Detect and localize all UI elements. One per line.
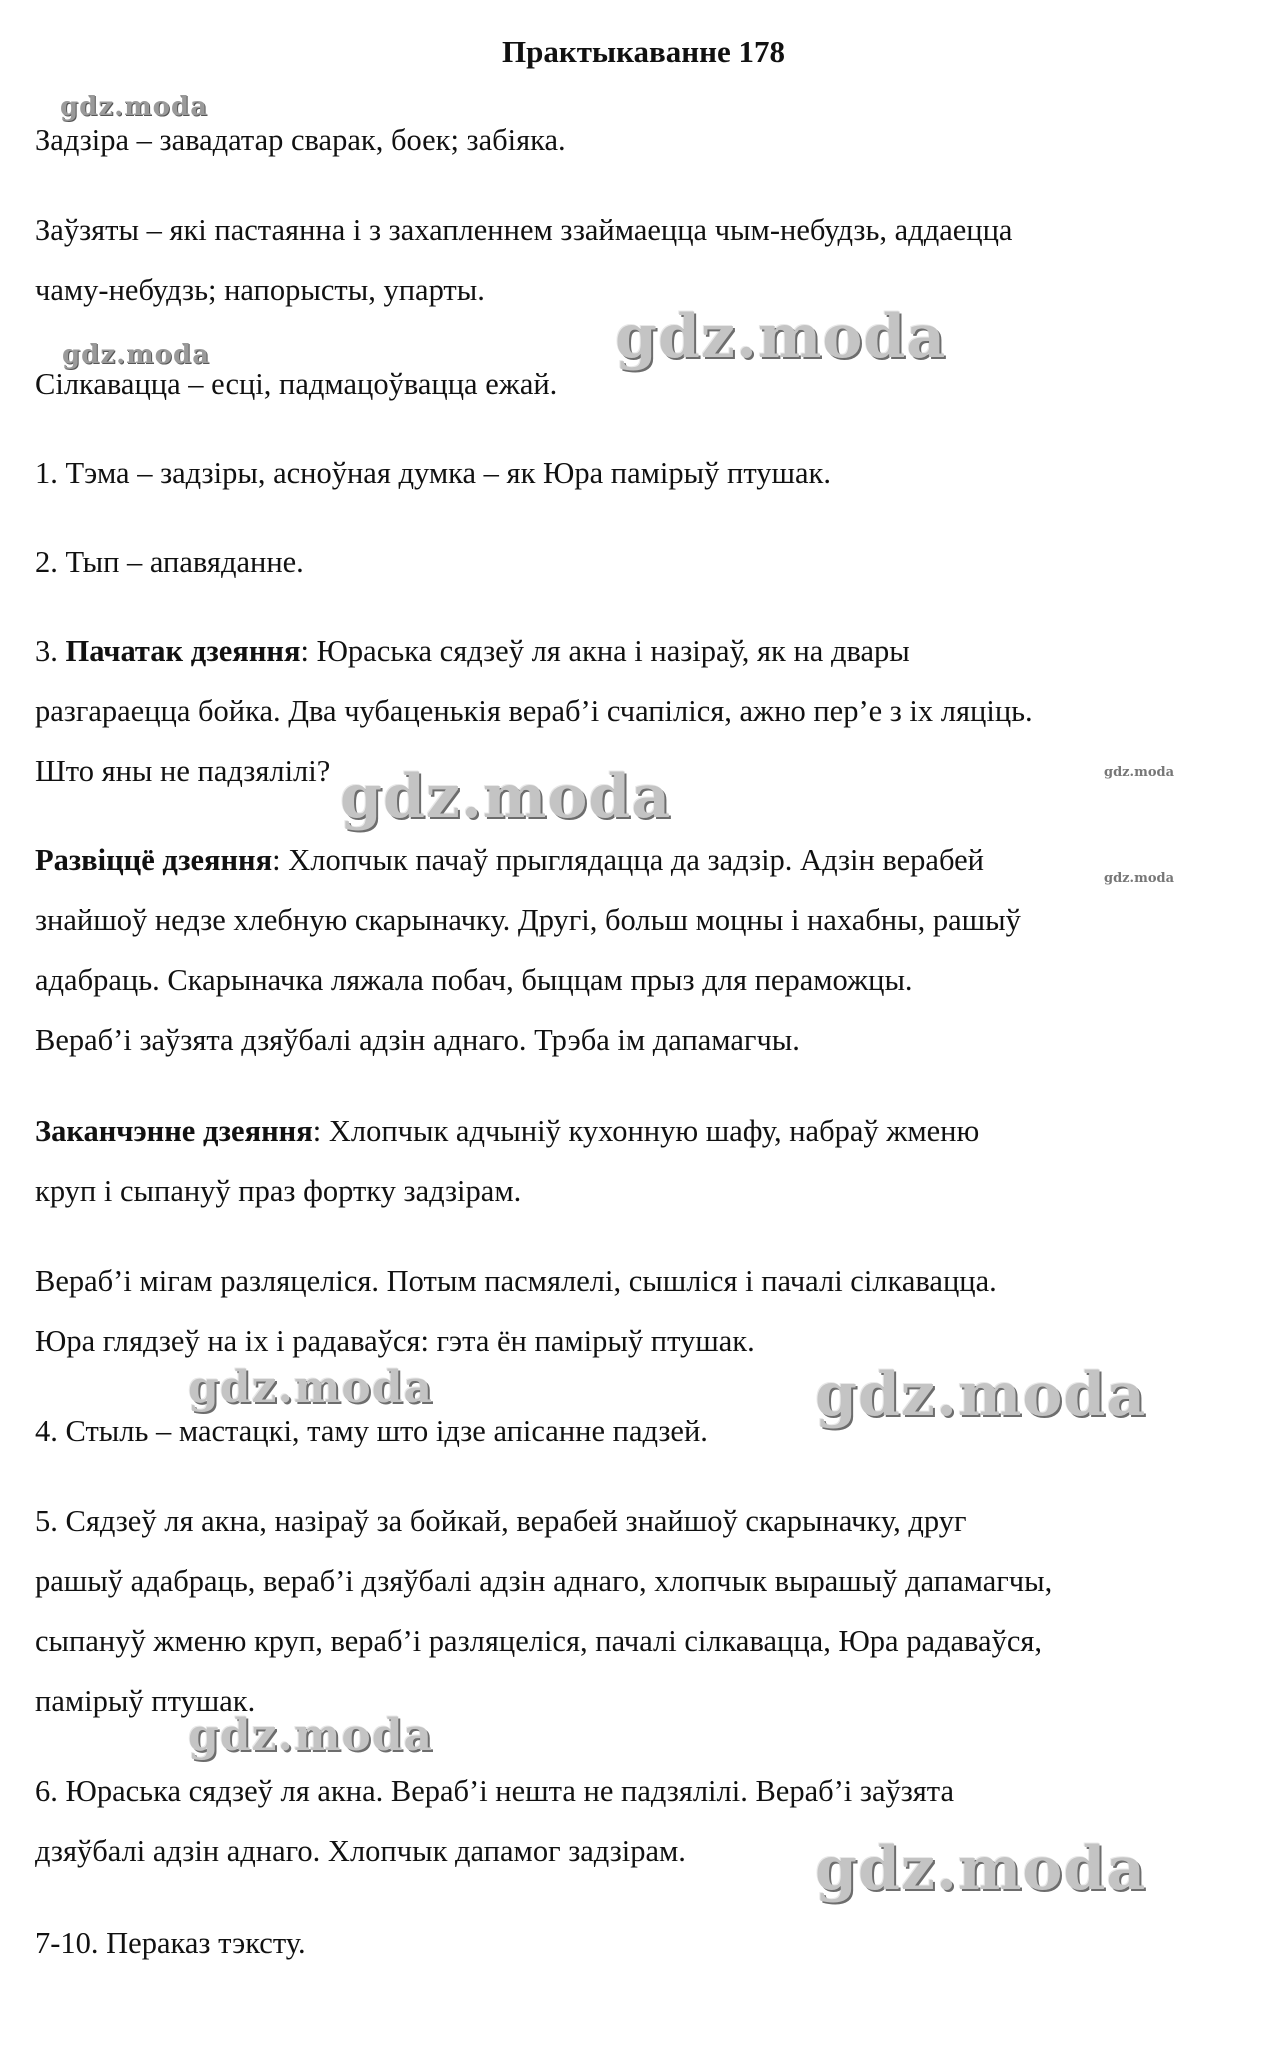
ending-line2: круп і сыпануў праз фортку задзірам. [35, 1174, 522, 1208]
watermark: gdz.moda [815, 1360, 1147, 1430]
answer-5-line3: сыпануў жменю круп, вераб’і разляцеліся, пачалі сілкавацца, Юра радаваўся, [35, 1624, 1043, 1658]
definition-zauzyaty-line1: Заўзяты – які пастаянна і з захапленнем ззаймаецца чым-небудзь, аддаецца [35, 213, 1013, 247]
watermark: gdz.moda [340, 762, 672, 832]
development-heading: Развіццё дзеяння [35, 843, 273, 877]
ending-text: : Хлопчык адчыніў кухонную шафу, набраў жменю [312, 1114, 980, 1148]
watermark: gdz.moda [1104, 871, 1175, 886]
development-line2: знайшоў недзе хлебную скарыначку. Другі, больш моцны і нахабны, рашыў [35, 903, 1021, 937]
page-title: Практыкаванне 178 [501, 34, 785, 69]
answer-5-line1: 5. Сядзеў ля акна, назіраў за бойкай, верабей знайшоў скарыначку, друг [35, 1504, 967, 1538]
answer-3-heading: Пачатак дзеяння [65, 634, 301, 668]
watermark: gdz.moda [60, 92, 209, 122]
definition-zauzyaty-line2: чаму-небудзь; напорысты, упарты. [35, 273, 485, 307]
answer-3-number: 3. [35, 634, 66, 668]
watermark: gdz.moda [1104, 765, 1175, 780]
ending-line1 [35, 1113, 979, 1149]
answer-1: 1. Тэма – задзіры, асноўная думка – як Юра памірыў птушак. [35, 456, 831, 490]
watermark: gdz.moda [615, 302, 947, 372]
answer-2: 2. Тып – апавяданне. [35, 545, 304, 579]
answer-5-line4: памірыў птушак. [35, 1684, 256, 1718]
development-line1 [35, 842, 984, 878]
watermark: gdz.moda [815, 1834, 1147, 1904]
answer-6-line1: 6. Юраська сядзеў ля акна. Вераб’і нешта не падзялілі. Вераб’і заўзята [35, 1774, 955, 1808]
definition-zadzira: Задзіра – завадатар сварак, боек; забіяка. [35, 123, 566, 157]
development-line4: Вераб’і заўзята дзяўбалі адзін аднаго. Трэба ім дапамагчы. [35, 1023, 800, 1057]
watermark: gdz.moda [188, 1710, 434, 1761]
watermark: gdz.moda [188, 1362, 434, 1413]
answer-4: 4. Стыль – мастацкі, таму што ідзе апісанне падзей. [35, 1414, 708, 1448]
development-line3: адабраць. Скарыначка ляжала побач, быццам прыз для пераможцы. [35, 963, 913, 997]
answer-5-line2: рашыў адабраць, вераб’і дзяўбалі адзін аднаго, хлопчык вырашыў дапамагчы, [35, 1564, 1053, 1598]
answer-3-text: : Юраська сядзеў ля акна і назіраў, як на двары [300, 634, 910, 668]
answer-7-10: 7-10. Пераказ тэксту. [35, 1926, 306, 1960]
ending-line4: Юра глядзеў на іх і радаваўся: гэта ён памірыў птушак. [35, 1324, 755, 1358]
answer-3-line3: Што яны не падзялілі? [35, 754, 331, 788]
development-text: : Хлопчык пачаў прыглядацца да задзір. Адзін верабей [272, 843, 984, 877]
answer-3-line2: разгараецца бойка. Два чубаценькія вераб’і счапіліся, ажно пер’е з іх ляцiць. [35, 694, 1033, 728]
ending-line3: Вераб’і мігам разляцеліся. Потым пасмялелі, сышліся і пачалі сілкавацца. [35, 1264, 997, 1298]
answer-6-line2: дзяўбалі адзін аднаго. Хлопчык дапамог задзірам. [35, 1834, 686, 1868]
watermark: gdz.moda [62, 340, 211, 370]
ending-heading: Заканчэнне дзеяння [35, 1114, 313, 1148]
definition-silkavacca: Сілкавацца – есці, падмацоўвацца ежай. [35, 367, 558, 401]
answer-3-line1 [35, 633, 910, 669]
